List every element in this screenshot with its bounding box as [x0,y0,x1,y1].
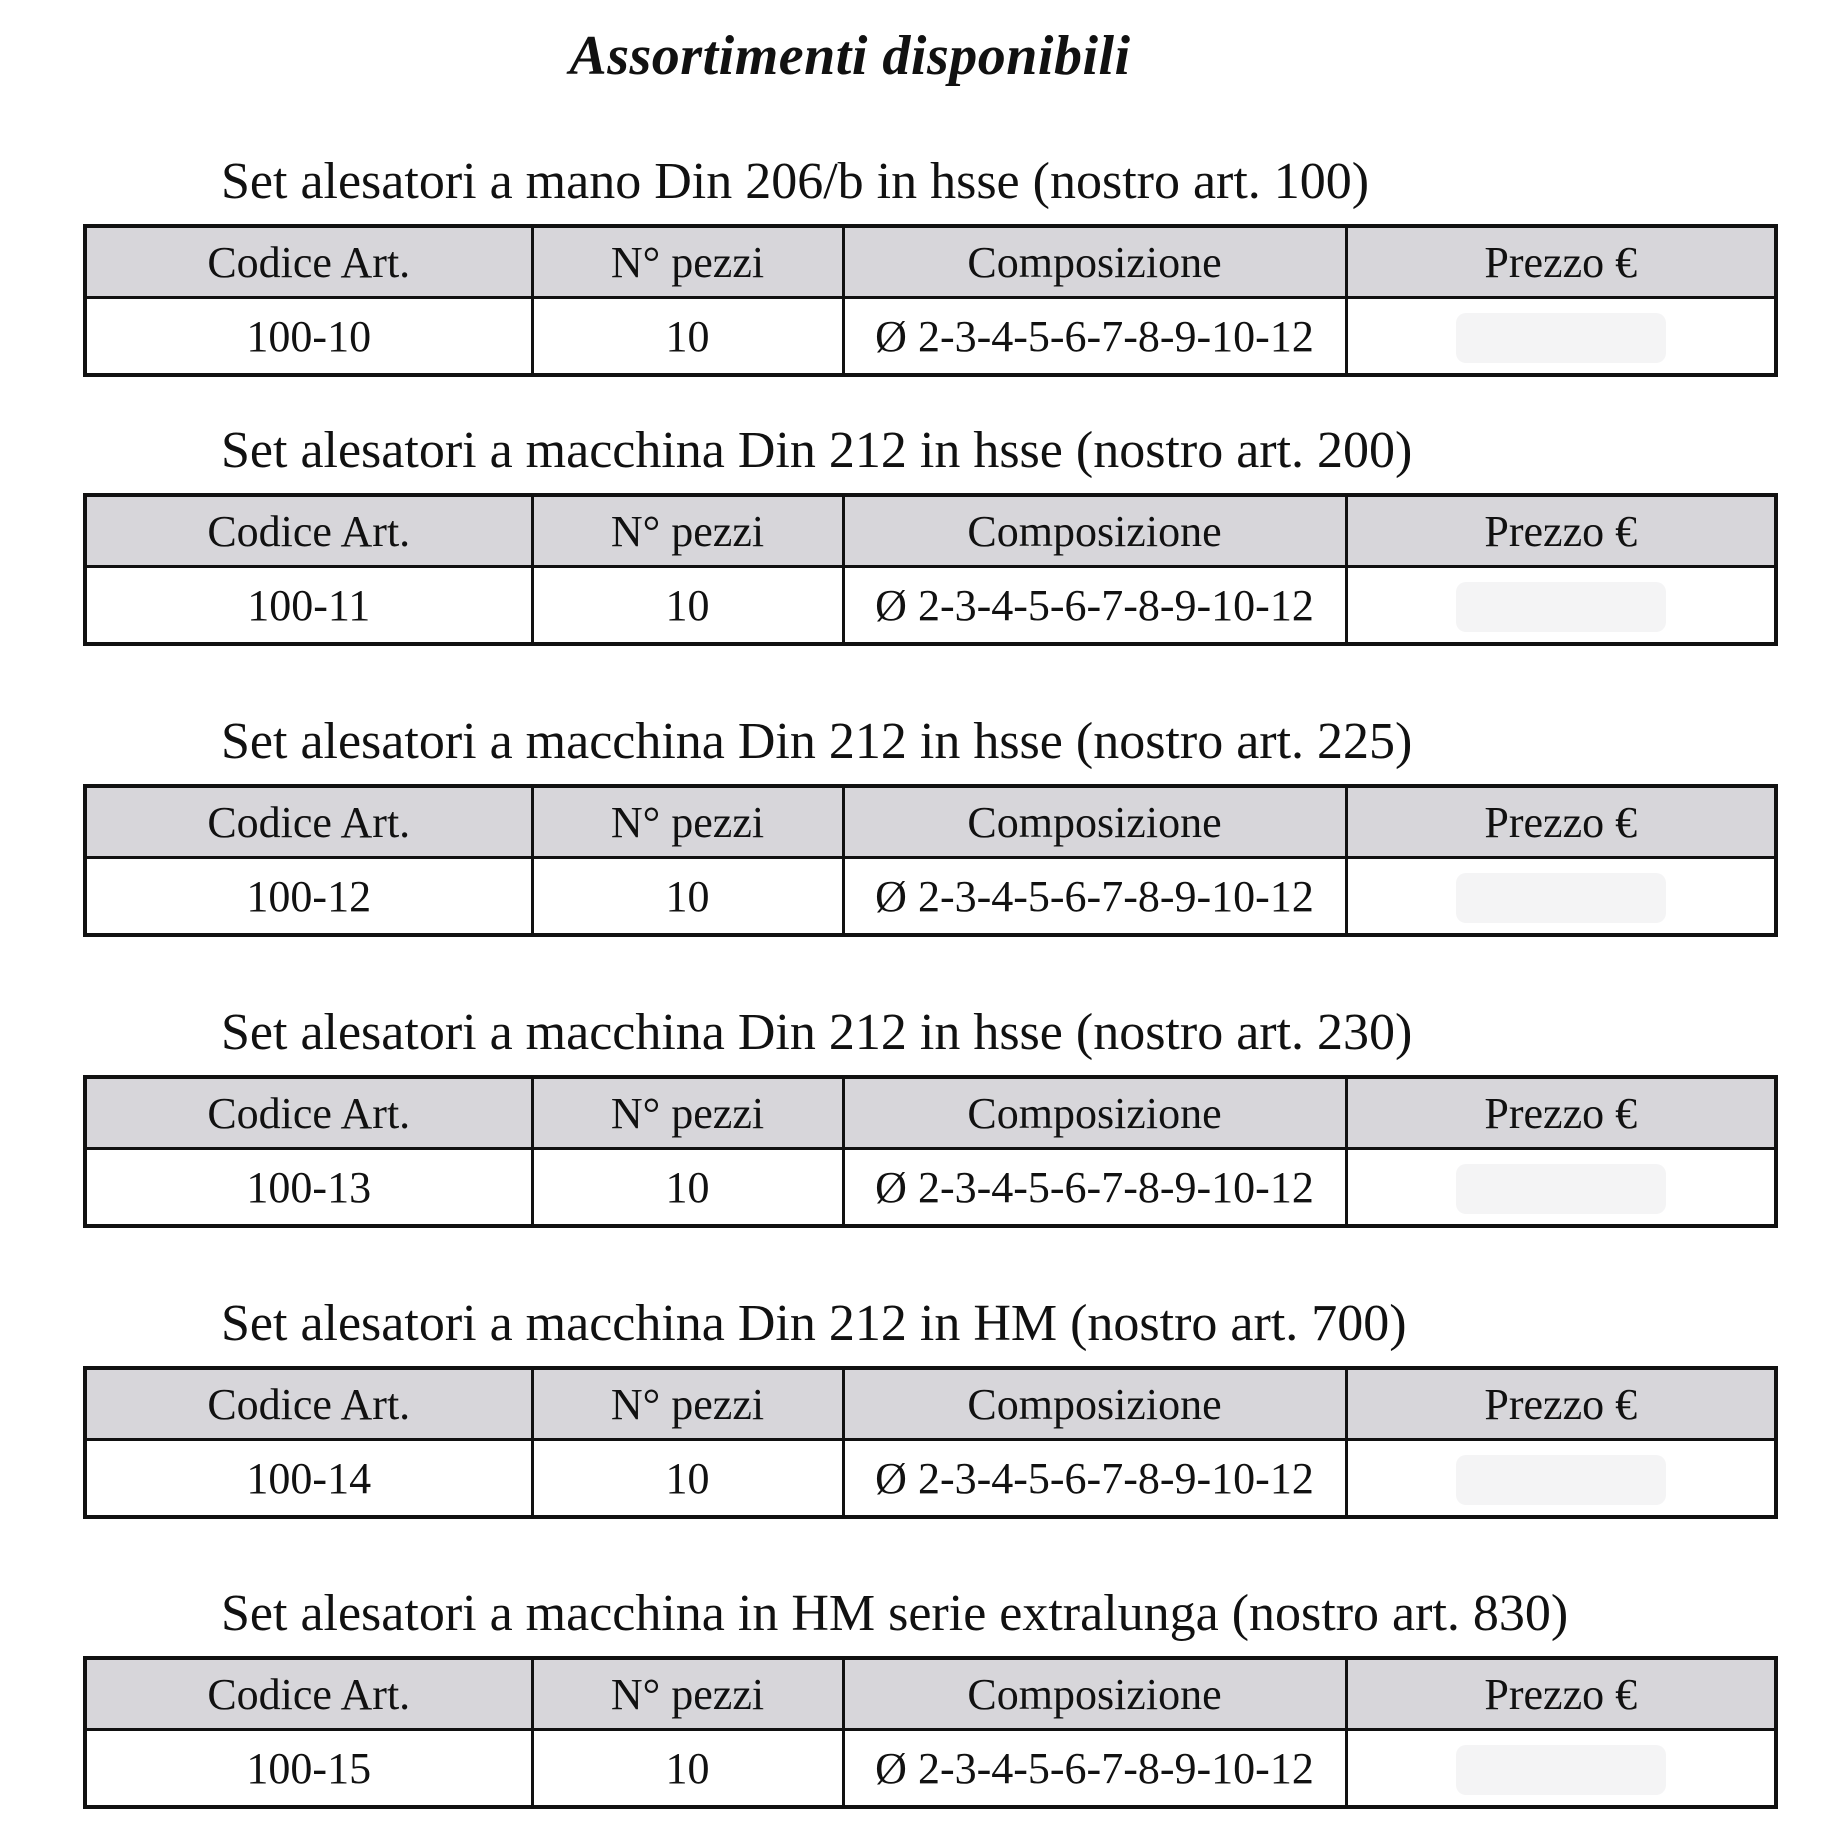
cell-composition: Ø 2-3-4-5-6-7-8-9-10-12 [843,1440,1346,1518]
header-price: Prezzo € [1346,495,1776,567]
price-redacted [1456,313,1666,363]
header-composition: Composizione [843,1658,1346,1730]
assortment-section [83,1282,1774,1519]
cell-code: 100-15 [85,1730,532,1808]
header-price: Prezzo € [1346,786,1776,858]
cell-code: 100-12 [85,858,532,936]
table-header-row [85,786,1776,858]
header-pieces: N° pezzi [532,1658,843,1730]
table-row [85,298,1776,376]
section-heading: Set alesatori a macchina Din 212 in hsse (nostro art. 230) [221,1004,1413,1061]
cell-pieces: 10 [532,1730,843,1808]
cell-price [1346,567,1776,645]
cell-code: 100-14 [85,1440,532,1518]
cell-composition: Ø 2-3-4-5-6-7-8-9-10-12 [843,567,1346,645]
assortment-table [83,1075,1778,1228]
header-code: Codice Art. [85,1077,532,1149]
header-composition: Composizione [843,1368,1346,1440]
cell-code: 100-11 [85,567,532,645]
section-heading: Set alesatori a macchina Din 212 in hsse (nostro art. 200) [221,422,1413,479]
price-redacted [1456,1164,1666,1214]
table-header-row [85,1368,1776,1440]
cell-composition: Ø 2-3-4-5-6-7-8-9-10-12 [843,858,1346,936]
assortment-table [83,1366,1778,1519]
header-pieces: N° pezzi [532,1077,843,1149]
header-code: Codice Art. [85,495,532,567]
section-heading: Set alesatori a macchina Din 212 in HM (nostro art. 700) [221,1295,1407,1352]
table-header-row [85,1658,1776,1730]
header-price: Prezzo € [1346,1077,1776,1149]
header-composition: Composizione [843,786,1346,858]
table-row [85,1440,1776,1518]
header-composition: Composizione [843,226,1346,298]
cell-pieces: 10 [532,567,843,645]
header-price: Prezzo € [1346,1368,1776,1440]
cell-composition: Ø 2-3-4-5-6-7-8-9-10-12 [843,1730,1346,1808]
table-header-row [85,1077,1776,1149]
assortment-section [83,700,1774,937]
section-heading: Set alesatori a macchina in HM serie extralunga (nostro art. 830) [221,1585,1569,1642]
table-header-row [85,226,1776,298]
header-pieces: N° pezzi [532,226,843,298]
assortment-section [83,140,1774,377]
header-code: Codice Art. [85,1658,532,1730]
cell-price [1346,1440,1776,1518]
price-redacted [1456,1745,1666,1795]
section-heading: Set alesatori a mano Din 206/b in hsse (nostro art. 100) [221,153,1370,210]
assortment-table [83,224,1778,377]
assortment-table [83,784,1778,937]
assortment-section [83,1572,1774,1809]
cell-composition: Ø 2-3-4-5-6-7-8-9-10-12 [843,1149,1346,1227]
header-code: Codice Art. [85,786,532,858]
cell-pieces: 10 [532,298,843,376]
table-row [85,1730,1776,1808]
page-title: Assortimenti disponibili [569,25,1131,87]
cell-composition: Ø 2-3-4-5-6-7-8-9-10-12 [843,298,1346,376]
assortment-section [83,991,1774,1228]
table-row [85,567,1776,645]
table-row [85,1149,1776,1227]
header-code: Codice Art. [85,1368,532,1440]
table-row [85,858,1776,936]
header-composition: Composizione [843,495,1346,567]
header-price: Prezzo € [1346,1658,1776,1730]
cell-price [1346,298,1776,376]
table-header-row [85,495,1776,567]
header-code: Codice Art. [85,226,532,298]
cell-price [1346,858,1776,936]
cell-price [1346,1149,1776,1227]
header-pieces: N° pezzi [532,1368,843,1440]
section-heading: Set alesatori a macchina Din 212 in hsse (nostro art. 225) [221,713,1413,770]
cell-pieces: 10 [532,1440,843,1518]
header-pieces: N° pezzi [532,495,843,567]
cell-code: 100-10 [85,298,532,376]
cell-pieces: 10 [532,1149,843,1227]
cell-price [1346,1730,1776,1808]
price-redacted [1456,873,1666,923]
header-pieces: N° pezzi [532,786,843,858]
header-composition: Composizione [843,1077,1346,1149]
cell-code: 100-13 [85,1149,532,1227]
cell-pieces: 10 [532,858,843,936]
assortment-table [83,1656,1778,1809]
price-redacted [1456,582,1666,632]
assortment-table [83,493,1778,646]
price-redacted [1456,1455,1666,1505]
assortment-section [83,409,1774,646]
header-price: Prezzo € [1346,226,1776,298]
